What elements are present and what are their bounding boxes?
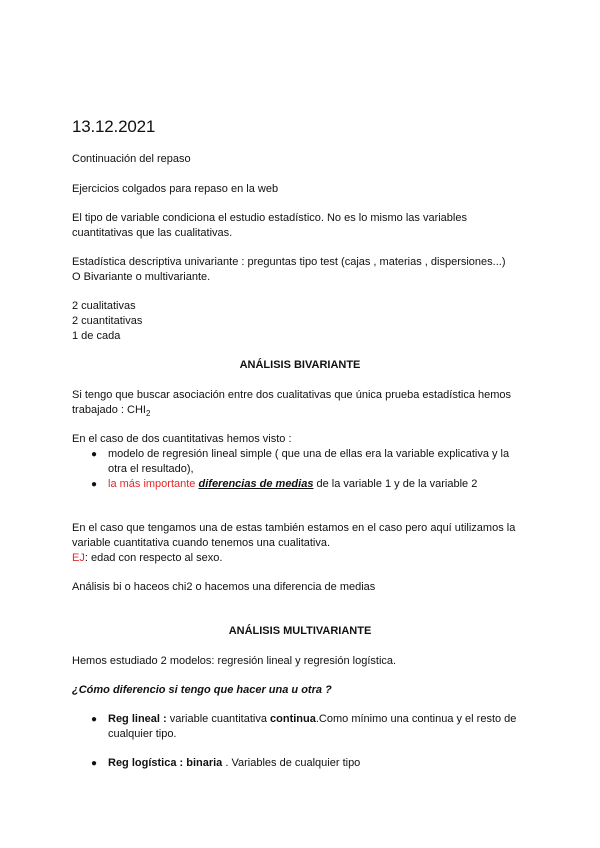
paragraph-continuacion: Continuación del repaso — [72, 153, 191, 165]
reg-logistica-label: Reg logística : binaria — [108, 757, 223, 769]
emphasis-diferencias-medias: diferencias de medias — [198, 478, 314, 490]
bullet-regresion-lineal-cont — [108, 462, 528, 477]
reg-lineal-text2: .Como mínimo una continua y el resto de — [315, 713, 517, 725]
bullet-reg-lineal — [91, 712, 528, 727]
paragraph-pregunta-cualitativas-line1: Si tengo que buscar asociación entre dos cualitativas que única prueba estadística hemos — [72, 389, 512, 401]
question-como-diferencio: ¿Cómo diferencio si tengo que hacer una u otra ? — [72, 684, 332, 696]
bullet-icon: ● — [91, 714, 98, 725]
list-item-cualitativas: 2 cualitativas — [72, 300, 136, 312]
list-item-cuantitativas: 2 cuantitativas — [72, 315, 143, 327]
reg-lineal-label: Reg lineal : — [108, 713, 167, 725]
reg-logistica-text: . Variables de cualquier tipo — [222, 757, 361, 769]
bullet-icon: ● — [91, 449, 98, 460]
chi-subscript: 2 — [145, 409, 151, 419]
paragraph-ejercicios: Ejercicios colgados para repaso en la web — [72, 183, 279, 195]
chi-text: trabajado : CHI — [72, 404, 146, 416]
bullet-icon: ● — [91, 479, 98, 490]
bullet-diferencias-rest: de la variable 1 y de la variable 2 — [313, 478, 478, 490]
paragraph-caso-line1: En el caso que tengamos una de estas también estamos en el caso pero aquí utilizamos la — [72, 522, 516, 534]
bullet-regresion-text-line1: modelo de regresión lineal simple ( que una de ellas era la variable explicativa y la — [108, 448, 510, 460]
paragraph-pregunta-cualitativas-line2 — [72, 403, 150, 418]
highlight-mas-importante: la más importante — [108, 478, 196, 490]
bullet-icon: ● — [91, 758, 98, 769]
bullet-diferencias-medias — [91, 477, 528, 492]
paragraph-modelos: Hemos estudiado 2 modelos: regresión lineal y regresión logística. — [72, 655, 397, 667]
reg-lineal-continua: continua — [270, 713, 316, 725]
paragraph-caso-line2: variable cuantitativa cuando tenemos una cualitativa. — [72, 537, 331, 549]
ejemplo-text: : edad con respecto al sexo. — [84, 552, 223, 564]
paragraph-tipo-variable-line1: El tipo de variable condiciona el estudio estadístico. No es lo mismo las variables — [72, 212, 467, 224]
list-item-uno-de-cada: 1 de cada — [72, 330, 121, 342]
paragraph-tipo-variable-line2: cuantitativas que las cualitativas. — [72, 227, 233, 239]
reg-lineal-line2: cualquier tipo. — [108, 728, 177, 740]
paragraph-cuantitativas-intro: En el caso de dos cuantitativas hemos visto : — [72, 433, 292, 445]
paragraph-descriptiva-line1: Estadística descriptiva univariante : preguntas tipo test (cajas , materias , dispersiones...) — [72, 256, 506, 268]
paragraph-ejemplo — [72, 551, 222, 566]
heading-analisis-bivariante: ANÁLISIS BIVARIANTE — [239, 359, 361, 371]
document-date: 13.12.2021 — [72, 117, 156, 136]
reg-lineal-text1: variable cuantitativa — [166, 713, 271, 725]
paragraph-descriptiva-line2: O Bivariante o multivariante. — [72, 271, 211, 283]
heading-analisis-multivariante: ANÁLISIS MULTIVARIANTE — [228, 625, 372, 637]
bullet-regresion-lineal — [91, 447, 528, 462]
bullet-reg-lineal-cont — [108, 727, 528, 742]
ejemplo-label: EJ — [72, 552, 85, 564]
paragraph-analisis-bi: Análisis bi o haceos chi2 o hacemos una diferencia de medias — [72, 581, 376, 593]
bullet-regresion-text-line2: otra el resultado), — [108, 463, 194, 475]
bullet-reg-logistica — [91, 756, 528, 771]
